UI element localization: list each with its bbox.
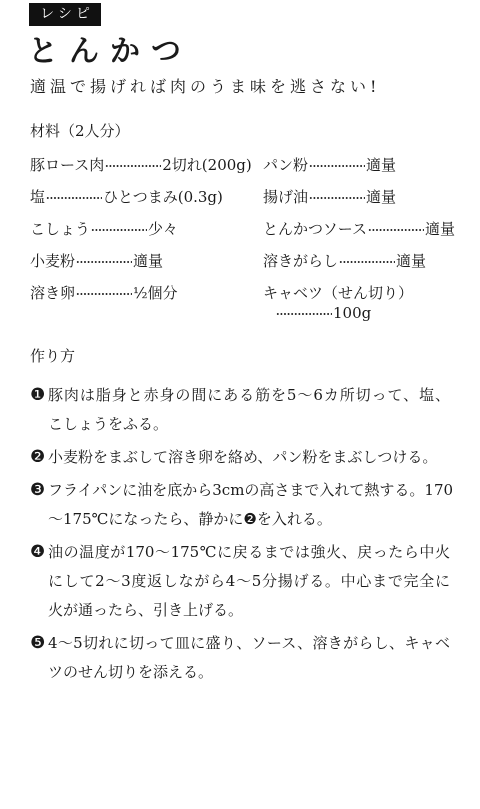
- step-number-badge: ❺: [30, 633, 46, 653]
- ingredient-amount: 100g: [333, 304, 372, 322]
- dot-leader: [309, 164, 365, 168]
- recipe-tag: レシピ: [29, 3, 101, 26]
- dot-leader: [105, 164, 161, 168]
- ingredients-right-column: [263, 149, 455, 323]
- ingredient-amount-line: [263, 303, 455, 323]
- step-text-line: 〜175℃になったら、静かに❷を入れる。: [48, 510, 332, 528]
- ingredient-amount: 適量: [366, 188, 397, 206]
- ingredient-name: 溶きがらし: [263, 252, 339, 270]
- ingredient-row: [30, 213, 252, 245]
- step-1: [30, 381, 450, 439]
- step-text-line: にして2〜3度返しながら4〜5分揚げる。中心まで完全に: [48, 572, 450, 590]
- ingredient-row: [30, 149, 252, 181]
- dot-leader: [368, 228, 424, 232]
- ingredient-name: こしょう: [30, 220, 91, 238]
- ingredient-amount: 適量: [424, 220, 455, 238]
- step-3: [30, 476, 454, 534]
- dot-leader: [76, 292, 132, 296]
- ingredient-name: パン粉: [263, 156, 309, 174]
- dot-leader: [91, 228, 147, 232]
- ingredient-row: [263, 245, 455, 277]
- ingredient-row: [263, 149, 455, 181]
- ingredients-heading: 材料（2人分）: [30, 122, 130, 140]
- page-title: とんかつ: [28, 34, 192, 69]
- ingredient-name: 豚ロース肉: [30, 156, 105, 174]
- step-number-badge: ❹: [30, 542, 46, 562]
- ingredient-row: [263, 181, 455, 213]
- method-steps: [30, 381, 454, 691]
- ingredient-amount: ½個分: [133, 284, 178, 302]
- ingredient-name: とんかつソース: [263, 220, 367, 238]
- step-text-line: 火が通ったら、引き上げる。: [48, 601, 244, 619]
- ingredient-name: 溶き卵: [30, 284, 76, 302]
- step-number-badge: ❸: [30, 480, 46, 500]
- ingredient-name: 小麦粉: [30, 252, 76, 270]
- dot-leader: [46, 196, 102, 200]
- ingredients-left-column: [30, 149, 252, 309]
- ingredient-amount: 適量: [133, 252, 164, 270]
- ingredient-amount: ひとつまみ(0.3g): [103, 188, 223, 206]
- step-4: [30, 538, 450, 625]
- dot-leader: [309, 196, 365, 200]
- ingredient-row: [30, 277, 252, 309]
- ingredient-row: [30, 245, 252, 277]
- ingredient-amount: 適量: [396, 252, 427, 270]
- dot-leader: [276, 312, 332, 316]
- ingredient-row: [263, 213, 455, 245]
- ingredient-name: キャベツ（せん切り）: [263, 284, 414, 302]
- ingredient-row: [30, 181, 252, 213]
- ingredient-amount: 2切れ(200g): [162, 156, 252, 174]
- page-subtitle: 適温で揚げれば肉のうま味を逃さない!: [30, 77, 381, 96]
- step-number-badge: ❷: [30, 447, 46, 467]
- step-text-line: 油の温度が170〜175℃に戻るまでは強火、戻ったら中火: [48, 543, 450, 561]
- ingredient-name: 揚げ油: [263, 188, 309, 206]
- step-text-line: 4〜5切れに切って皿に盛り、ソース、溶きがらし、キャベ: [48, 634, 450, 652]
- step-5: [30, 629, 450, 687]
- dot-leader: [339, 260, 395, 264]
- dot-leader: [76, 260, 132, 264]
- step-text-line: 豚肉は脂身と赤身の間にある筋を5〜6カ所切って、塩、: [48, 386, 450, 404]
- step-number-badge: ❶: [30, 385, 46, 405]
- ingredient-row: [263, 277, 455, 323]
- ingredient-amount: 適量: [366, 156, 397, 174]
- step-text-line: ツのせん切りを添える。: [48, 663, 214, 681]
- step-text-line: フライパンに油を底から3cmの高さまで入れて熱する。170: [48, 481, 454, 499]
- step-text-line: こしょうをふる。: [48, 415, 169, 433]
- step-text-line: 小麦粉をまぶして溶き卵を絡め、パン粉をまぶしつける。: [48, 448, 438, 466]
- ingredient-name: 塩: [30, 188, 46, 206]
- step-2: [30, 443, 450, 472]
- method-heading: 作り方: [30, 347, 76, 365]
- ingredient-amount: 少々: [148, 220, 179, 238]
